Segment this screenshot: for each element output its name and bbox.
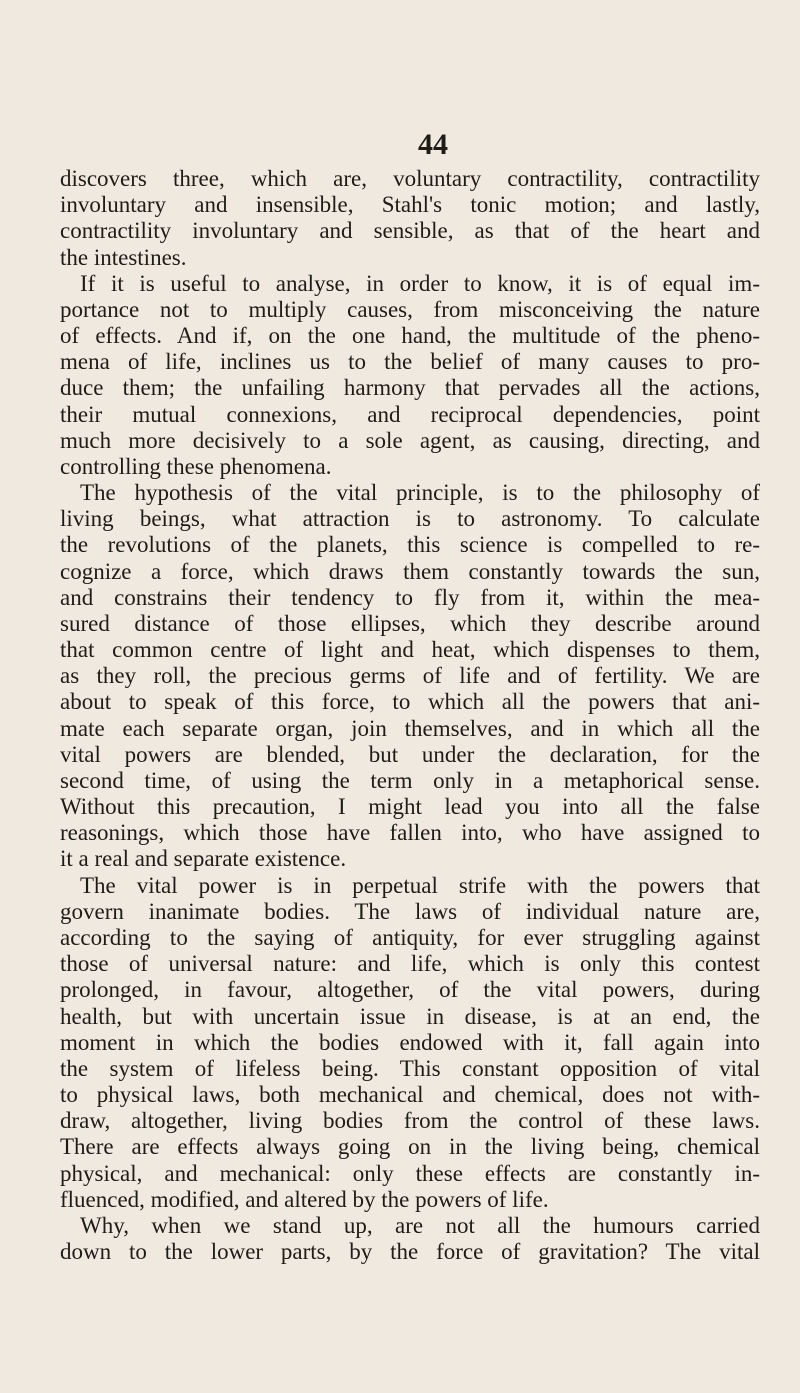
text-line: the revolutions of the planets, this science is compelled to re- [60, 532, 760, 558]
text-line: Without this precaution, I might lead you into all the false [60, 794, 760, 820]
text-line: mate each separate organ, join themselves, and in which all the [60, 715, 760, 741]
text-line: as they roll, the precious germs of life and of fertility. We are [60, 663, 760, 689]
text-line: sured distance of those ellipses, which they describe around [60, 610, 760, 636]
text-line: mena of life, inclines us to the belief of many causes to pro- [60, 349, 760, 375]
text-line: Why, when we stand up, are not all the humours carried [80, 1212, 760, 1238]
text-line: involuntary and insensible, Stahl's tonic motion; and lastly, [60, 192, 760, 218]
text-line: contractility involuntary and sensible, as that of the heart and [60, 218, 760, 244]
text-line: duce them; the unfailing harmony that pervades all the actions, [60, 375, 760, 401]
body-text [60, 166, 760, 1265]
text-line: There are effects always going on in the living being, chemical [60, 1134, 760, 1160]
text-line: cognize a force, which draws them constantly towards the sun, [60, 558, 760, 584]
text-line: vital powers are blended, but under the declaration, for the [60, 741, 760, 767]
page-number: 44 [418, 128, 448, 161]
text-line: discovers three, which are, voluntary contractility, contractility [60, 166, 760, 191]
text-line: govern inanimate bodies. The laws of individual nature are, [60, 898, 760, 924]
text-line: portance not to multiply causes, from misconceiving the nature [60, 296, 760, 322]
text-line: the system of lifeless being. This constant opposition of vital [60, 1055, 760, 1081]
text-line: prolonged, in favour, altogether, of the vital powers, during [60, 977, 760, 1003]
text-line: moment in which the bodies endowed with it, fall again into [60, 1029, 760, 1055]
text-line: much more decisively to a sole agent, as causing, directing, and [60, 427, 760, 453]
text-line: living beings, what attraction is to astronomy. To calculate [60, 506, 760, 532]
text-line: The vital power is in perpetual strife with the powers that [80, 872, 760, 898]
text-line: If it is useful to analyse, in order to know, it is of equal im- [80, 270, 760, 296]
text-line: health, but with uncertain issue in disease, is at an end, the [60, 1003, 760, 1029]
text-line: physical, and mechanical: only these effects are constantly in- [60, 1160, 760, 1186]
text-line: the intestines. [60, 244, 187, 270]
text-line: controlling these phenomena. [60, 453, 332, 479]
text-line: fluenced, modified, and altered by the powers of life. [60, 1186, 549, 1212]
text-line: reasonings, which those have fallen into, who have assigned to [60, 820, 760, 846]
text-line: to physical laws, both mechanical and chemical, does not with- [60, 1082, 760, 1108]
text-line: of effects. And if, on the one hand, the multitude of the pheno- [60, 323, 760, 349]
text-line: about to speak of this force, to which all the powers that ani- [60, 689, 760, 715]
text-line: and constrains their tendency to fly from it, within the mea- [60, 584, 760, 610]
text-line: according to the saying of antiquity, for ever struggling against [60, 924, 760, 950]
text-line: down to the lower parts, by the force of gravitation? The vital [60, 1239, 760, 1265]
text-line: their mutual connexions, and reciprocal dependencies, point [60, 401, 760, 427]
text-line: those of universal nature: and life, which is only this contest [60, 951, 760, 977]
text-line: draw, altogether, living bodies from the control of these laws. [60, 1108, 760, 1134]
text-line: that common centre of light and heat, which dispenses to them, [60, 637, 760, 663]
text-line: second time, of using the term only in a metaphorical sense. [60, 767, 760, 793]
text-line: it a real and separate existence. [60, 846, 347, 872]
text-line: The hypothesis of the vital principle, is to the philosophy of [80, 480, 760, 506]
